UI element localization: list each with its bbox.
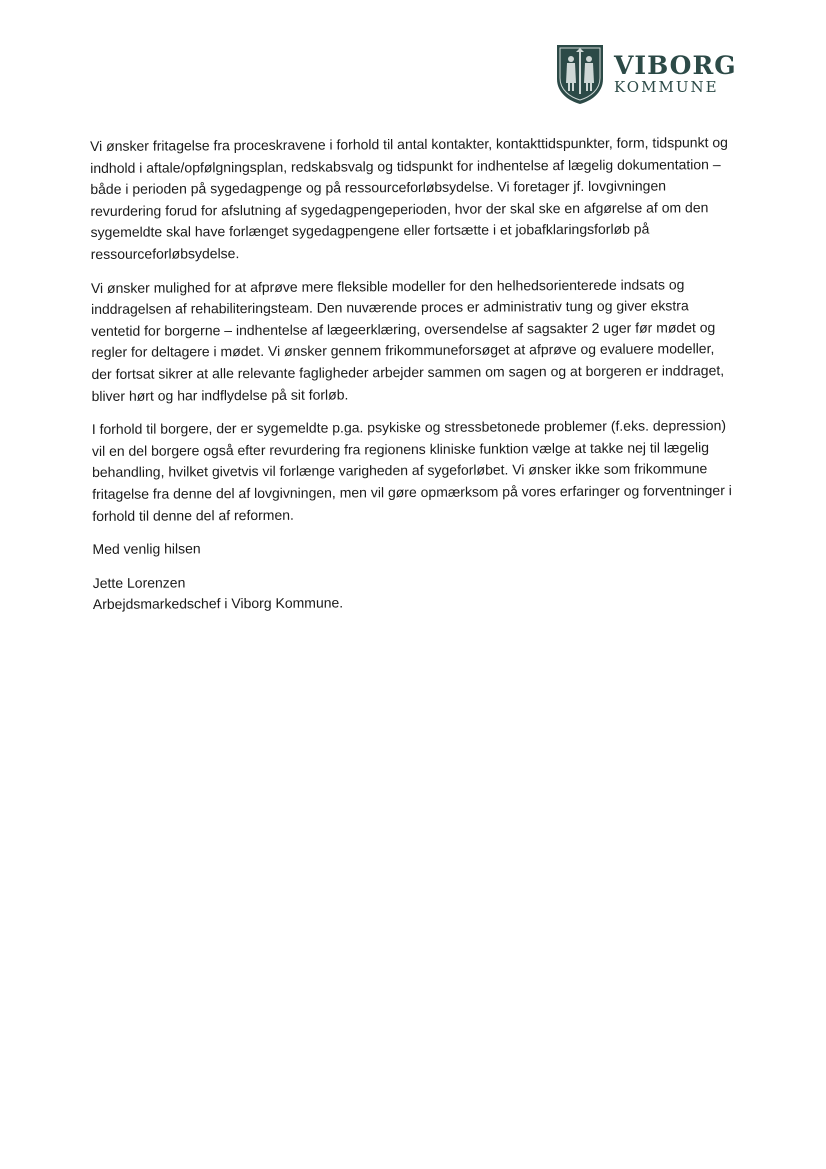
logo-brand-line1: VIBORG xyxy=(614,51,737,80)
coat-of-arms-icon xyxy=(555,43,605,105)
logo-wordmark xyxy=(614,53,737,95)
letter-body xyxy=(90,132,733,616)
viborg-kommune-logo xyxy=(555,41,737,107)
signer-name: Jette Lorenzen xyxy=(92,574,186,591)
logo-brand-line2: KOMMUNE xyxy=(614,78,719,96)
paragraph-exemption: Vi ønsker fritagelse fra proceskravene i forhold til antal kontakter, kontakttidspunkter, form, tidspunkt og indhold i aftale/opfølgningsplan, redskabsvalg og tidspunkt for indhentelse af lægelig dokumentation – både i perioden på sygedagpenge og på ressourceforløbsydelse. Vi foretager jf. lovgivningen revurdering forud for afslutning af sygedagpengeperioden, hvor der skal ske en afgørelse af om den sygemeldte skal have forlænget sygedagpengene eller fortsætte i et jobafklaringsforløb på ressourceforløbsydelse. xyxy=(90,134,728,262)
closing-greeting: Med venlig hilsen xyxy=(92,540,201,558)
paragraph-flexible-models: Vi ønsker mulighed for at afprøve mere fleksible modeller for den helhedsorienterede indsats og inddragelsen af rehabiliteringsteam. Den nuværende proces er administrativ tung og giver ekstra ventetid for borgerne – indhentelse af lægeerklæring, oversendelse af sagsakter 2 uger før mødet og regler for deltagere i mødet. Vi ønsker gennem frikommuneforsøget at afprøve og evaluere modeller, der fortsat sikrer at alle relevante fagligheder arbejder sammen om sagen og at borgeren er inddraget, bliver hørt og har indflydelse på sit forløb. xyxy=(90,275,725,404)
paragraph-psychological: I forhold til borgere, der er sygemeldte p.ga. psykiske og stressbetonede problemer (f.eks. depression) vil en del borgere også efter revurdering fra regionens kliniske funktion vælge at takke nej til lægelig behandling, hvilket givetvis vil forlænge varigheden af sygeforløbet. Vi ønsker ikke som frikommune fritagelse fra denne del af lovgivningen, men vil gøre opmærksom på vores erfaringer og forventninger i forhold til denne del af reformen. xyxy=(91,417,732,524)
signer-title: Arbejdsmarkedschef i Viborg Kommune. xyxy=(92,594,344,613)
